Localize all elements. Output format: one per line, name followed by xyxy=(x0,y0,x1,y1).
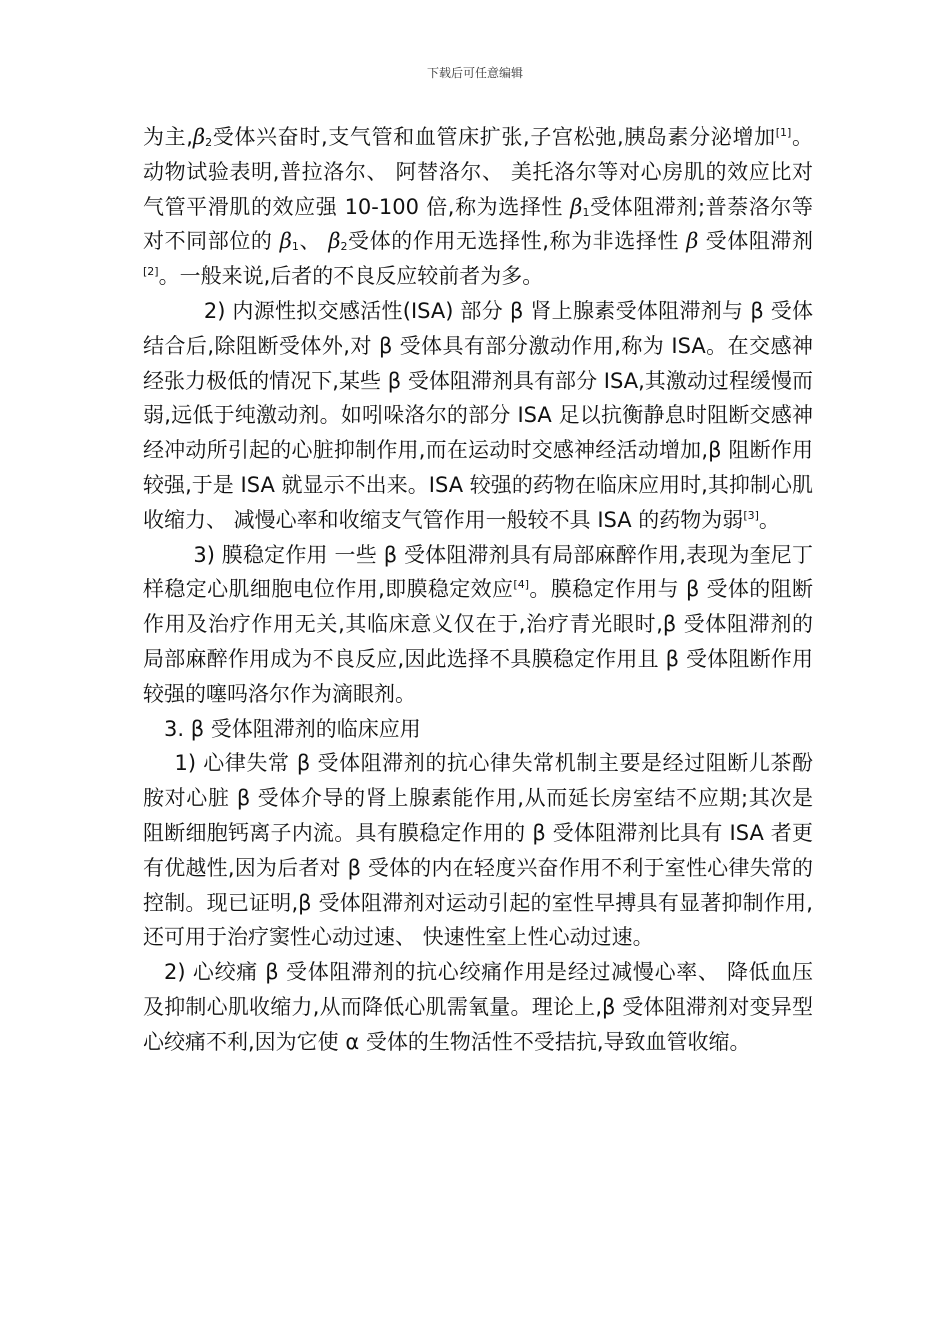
citation-2: [2] xyxy=(143,265,159,279)
page-header: 下载后可任意编辑 xyxy=(426,66,523,80)
paragraph-arrhythmia: 1) 心律失常 β 受体阻滞剂的抗心律失常机制主要是经过阻断儿茶酚胺对心脏 β 受体介导的肾上腺素能作用,从而延长房室结不应期;其次是阻断细胞钙离子内流。具有膜稳定作用的 β 受体阻滞剂比具有 ISA 者更有优越性,因为后者对 β 受体的内在轻度兴奋作用不利于室性心律失常的控制。现已证明,β 受体阻滞剂对运动引起的室性早搏具有显著抑制作用,还可用于治疗窦性心动过速、 快速性室上性心动过速。 xyxy=(143,751,813,950)
citation-1: [1] xyxy=(775,126,792,139)
paragraph-isa: 2) 内源性拟交感活性(ISA) 部分 β 肾上腺素受体阻滞剂与 β 受体结合后,除阻断受体外,对 β 受体具有部分激动作用,称为 ISA。在交感神经张力极低的情况下,某些 β 受体阻滞剂具有部分 ISA,其激动过程缓慢而弱,远低于纯激动剂。如吲哚洛尔的部分 ISA 足以抗衡静息时阻断交感神经冲动所引起的心脏抑制作用,而在运动时交感神经活动增加,β 阻断作用较强,于是 ISA 就显示不出来。ISA 较强的药物在临床应用时,其抑制心肌收缩力、 减慢心率和收缩支气管作用一般较不具 ISA 的药物为弱[3]。 xyxy=(143,298,813,532)
section-heading-clinical-use: 3. β 受体阻滞剂的临床应用 xyxy=(164,716,421,741)
citation-3: [3] xyxy=(743,508,759,522)
citation-4: [4] xyxy=(513,578,529,592)
paragraph-angina: 2) 心绞痛 β 受体阻滞剂的抗心绞痛作用是经过减慢心率、 降低血压及抑制心肌收缩力,从而降低心肌需氧量。理论上,β 受体阻滞剂对变异型心绞痛不利,因为它使 α 受体的生物活性不受拮抗,导致血管收缩。 xyxy=(143,960,813,1054)
paragraph-receptor-selectivity: 为主$,\beta_2$受体兴奋时,支气管和血管床扩张,子宫松弛,胰岛素分泌增加[1]。动物试验表明,普拉洛尔、 阿替洛尔、 美托洛尔等对心房肌的效应比对气管平滑肌的效应强 10-100 倍,称为选择性 $\beta_1$受体阻滞剂;普萘洛尔等对不同部位的 $\beta_1$、 $\beta_2$受体的作用无选择性,称为非选择性 β 受体阻滞剂[2]。一般来说,后者的不良反应较前者为多。 xyxy=(143,125,814,289)
document-body xyxy=(143,120,813,1060)
paragraph-membrane-stabilizing: 3) 膜稳定作用 一些 β 受体阻滞剂具有局部麻醉作用,表现为奎尼丁样稳定心肌细胞电位作用,即膜稳定效应[4]。膜稳定作用与 β 受体的阻断作用及治疗作用无关,其临床意义仅在于,治疗青光眼时,β 受体阻滞剂的局部麻醉作用成为不良反应,因此选择不具膜稳定作用且 β 受体阻断作用较强的噻吗洛尔作为滴眼剂。 xyxy=(143,542,813,706)
